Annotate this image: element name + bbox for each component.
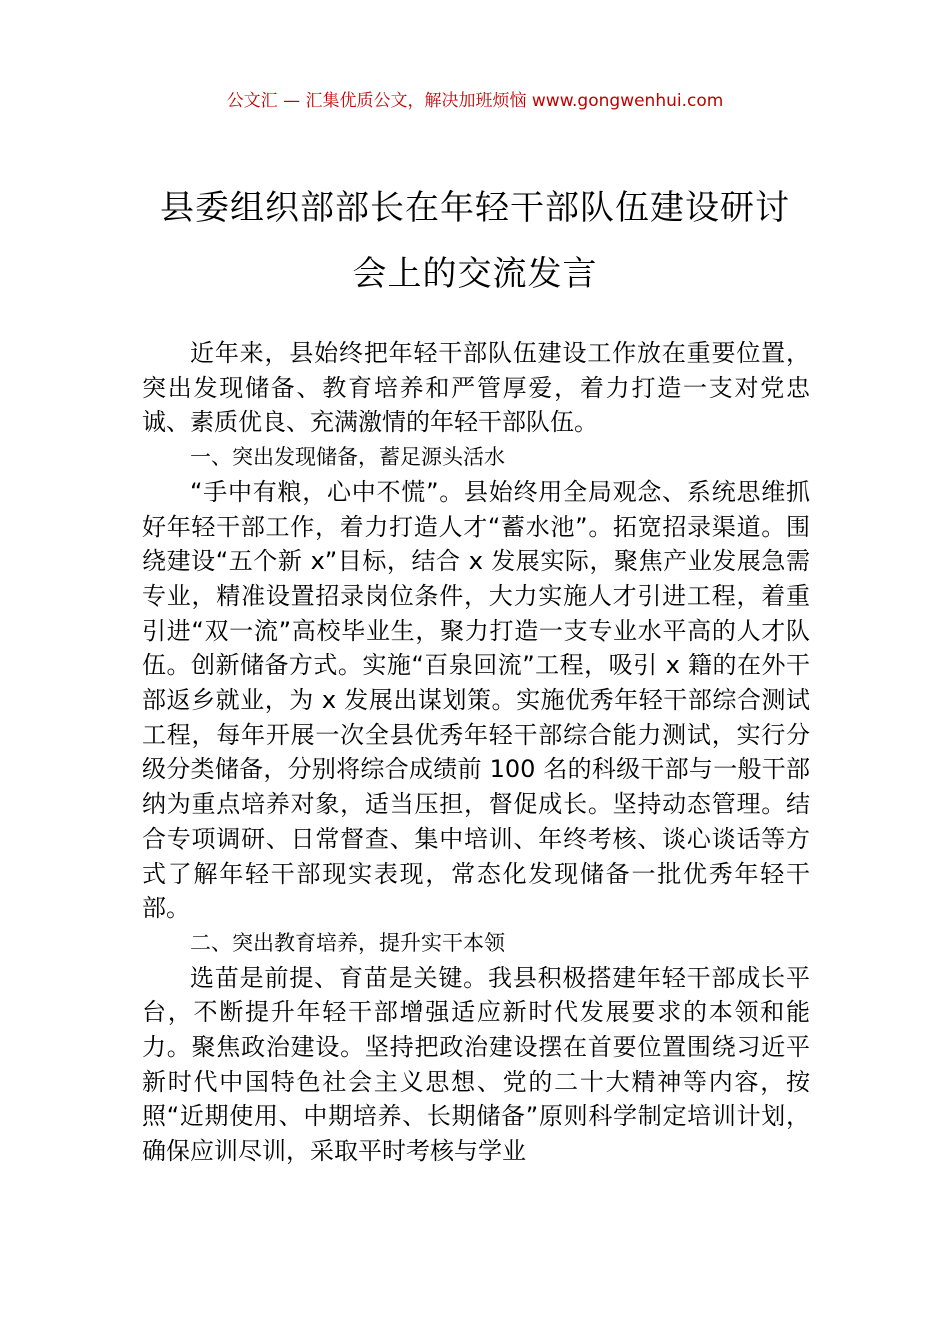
title-line-1: 县委组织部部长在年轻干部队伍建设研讨 xyxy=(160,188,790,228)
document-title xyxy=(140,175,810,307)
page-header[interactable]: 公文汇 — 汇集优质公文，解决加班烦恼 www.gongwenhui.com xyxy=(226,91,724,111)
document-body xyxy=(142,336,810,1169)
section-heading-1: 一、突出发现储备，蓄足源头活水 xyxy=(190,445,505,470)
paragraph-intro: 近年来，县始终把年轻干部队伍建设工作放在重要位置，突出发现储备、教育培养和严管厚爱，着力打造一支对党忠诚、素质优良、充满激情的年轻干部队伍。 xyxy=(142,339,810,437)
title-line-2: 会上的交流发言 xyxy=(352,254,598,294)
paragraph-section-2: 选苗是前提、育苗是关键。我县积极搭建年轻干部成长平台，不断提升年轻干部增强适应新时代发展要求的本领和能力。聚焦政治建设。坚持把政治建设摆在首要位置围绕习近平新时代中国特色社会主义思想、党的二十大精神等内容，按照“近期使用、中期培养、长期储备”原则科学制定培训计划，确保应训尽训，采取平时考核与学业 xyxy=(142,963,810,1166)
section-heading-2: 二、突出教育培养，提升实干本领 xyxy=(190,930,505,955)
paragraph-section-1: “手中有粮，心中不慌”。县始终用全局观念、系统思维抓好年轻干部工作，着力打造人才“蓄水池”。拓宽招录渠道。围绕建设“五个新 x”目标，结合 x 发展实际，聚焦产业发展急需专业，精准设置招录岗位条件，大力实施人才引进工程，着重引进“双一流”高校毕业生，聚力打造一支专业水平高的人才队伍。创新储备方式。实施“百泉回流”工程，吸引 x 籍的在外干部返乡就业，为 x 发展出谋划策。实施优秀年轻干部综合测试工程，每年开展一次全县优秀年轻干部综合能力测试，实行分级分类储备，分别将综合成绩前 100 名的科级干部与一般干部纳为重点培养对象，适当压担，督促成长。坚持动态管理。结合专项调研、日常督查、集中培训、年终考核、谈心谈话等方式了解年轻干部现实表现，常态化发现储备一批优秀年轻干部。 xyxy=(142,477,810,923)
